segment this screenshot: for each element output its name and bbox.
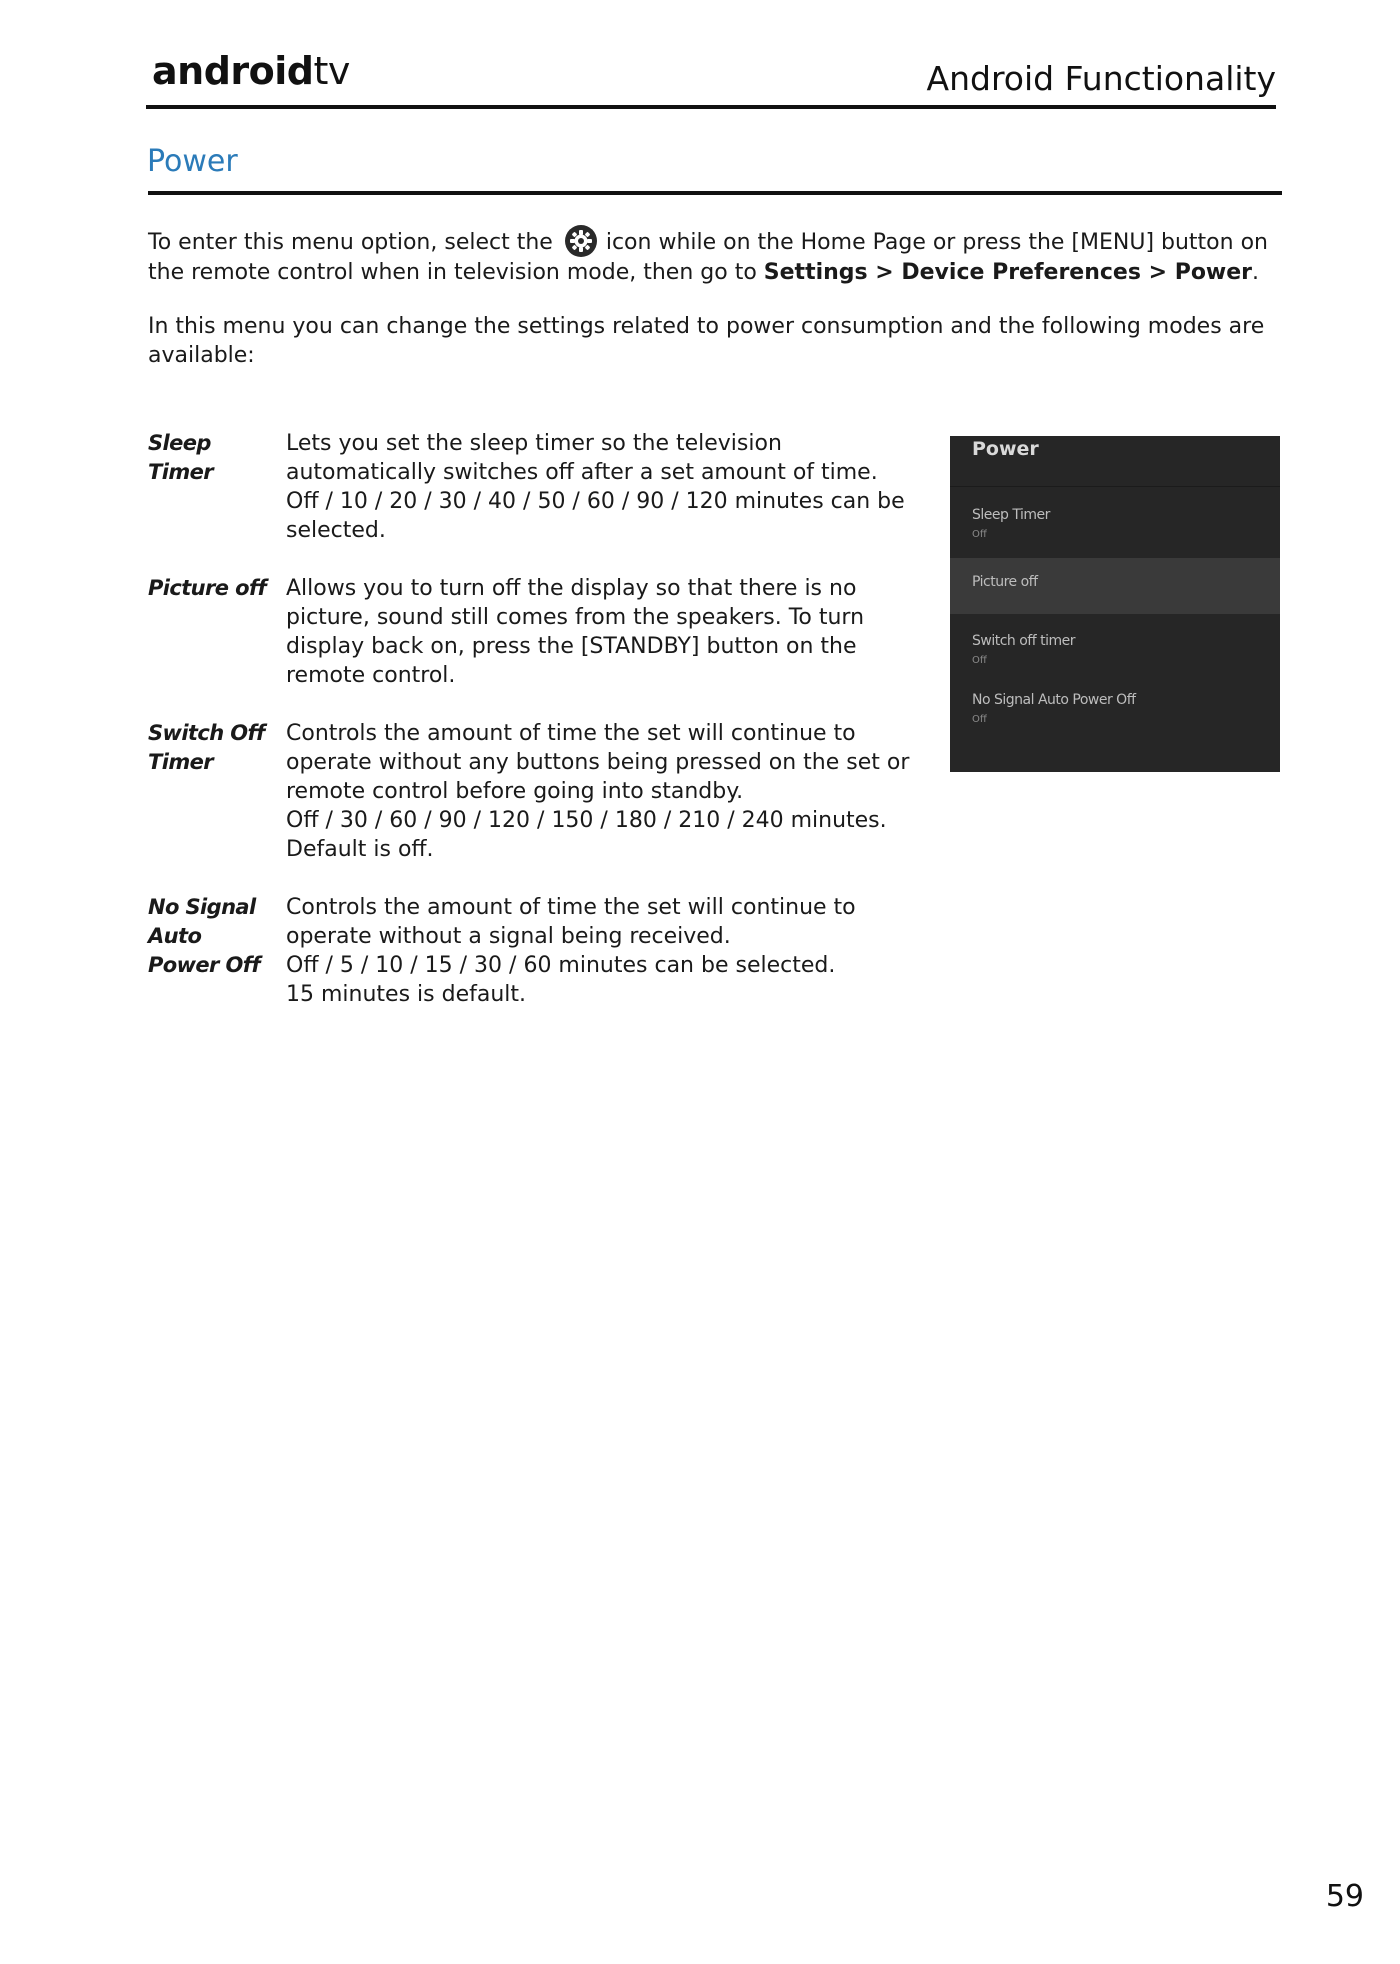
option-picture-off [148, 574, 938, 690]
section-header: Android Functionality [926, 59, 1276, 98]
page-title: Power [147, 144, 238, 179]
tv-menu-item-label: Sleep Timer [972, 507, 1050, 523]
tv-menu-title: Power [972, 438, 1039, 460]
option-term: Sleep Timer [148, 431, 214, 484]
option-sleep-timer [148, 429, 938, 545]
android-tv-logo: androidtv [152, 49, 350, 93]
tv-menu-item-label: Picture off [972, 574, 1038, 590]
tv-menu-item-no-signal-auto-power-off [950, 688, 1280, 772]
tv-menu-item-value: Off [972, 714, 987, 725]
page-number: 59 [1325, 1879, 1364, 1914]
option-description: Lets you set the sleep timer so the television automatically switches off after a set amount of time. Off / 10 / 20 / 30 / 40 / 50 / 60 / 90 / 120 minutes can be selected. [286, 431, 905, 543]
settings-path: Settings > Device Preferences > Power [763, 260, 1253, 285]
tv-menu-item-sleep-timer [950, 487, 1280, 558]
option-switch-off-timer [148, 719, 938, 864]
tv-menu-item-label: No Signal Auto Power Off [972, 692, 1136, 708]
option-term: Switch Off Timer [148, 721, 265, 774]
tv-menu-item-picture-off [950, 558, 1280, 614]
option-description: Allows you to turn off the display so that there is no picture, sound still comes from the speakers. To turn display back on, press the [STANDBY] button on the remote control. [286, 576, 865, 688]
option-description: Controls the amount of time the set will continue to operate without a signal being received. Off / 5 / 10 / 15 / 30 / 60 minutes can be selected. 15 minutes is default. [286, 895, 856, 1007]
description-paragraph: In this menu you can change the settings related to power consumption and the following modes are available: [148, 314, 1265, 368]
power-options-list [148, 429, 938, 1038]
tv-menu-item-value: Off [972, 655, 987, 666]
tv-menu-item-label: Switch off timer [972, 633, 1075, 649]
tv-menu-item-value: Off [972, 529, 987, 540]
title-divider [148, 191, 1282, 195]
header-divider [146, 105, 1276, 109]
tv-menu-item-switch-off-timer [950, 614, 1280, 688]
intro-paragraph: To enter this menu option, select the icon while on the Home Page or press the [MENU] button on the remote control when in television mode, then go to Settings > Device Preferences > Power. [148, 224, 1283, 287]
option-term: No Signal Auto Power Off [148, 895, 260, 977]
option-no-signal-auto-power-off [148, 893, 938, 1009]
tv-power-menu-screenshot [950, 436, 1280, 772]
option-description: Controls the amount of time the set will continue to operate without any buttons being pressed on the set or remote control before going into standby. Off / 30 / 60 / 90 / 120 / 150 / 180 / 210 / 240 minutes. Default is off. [286, 721, 910, 862]
gear-icon [564, 224, 598, 258]
option-term: Picture off [148, 576, 267, 600]
